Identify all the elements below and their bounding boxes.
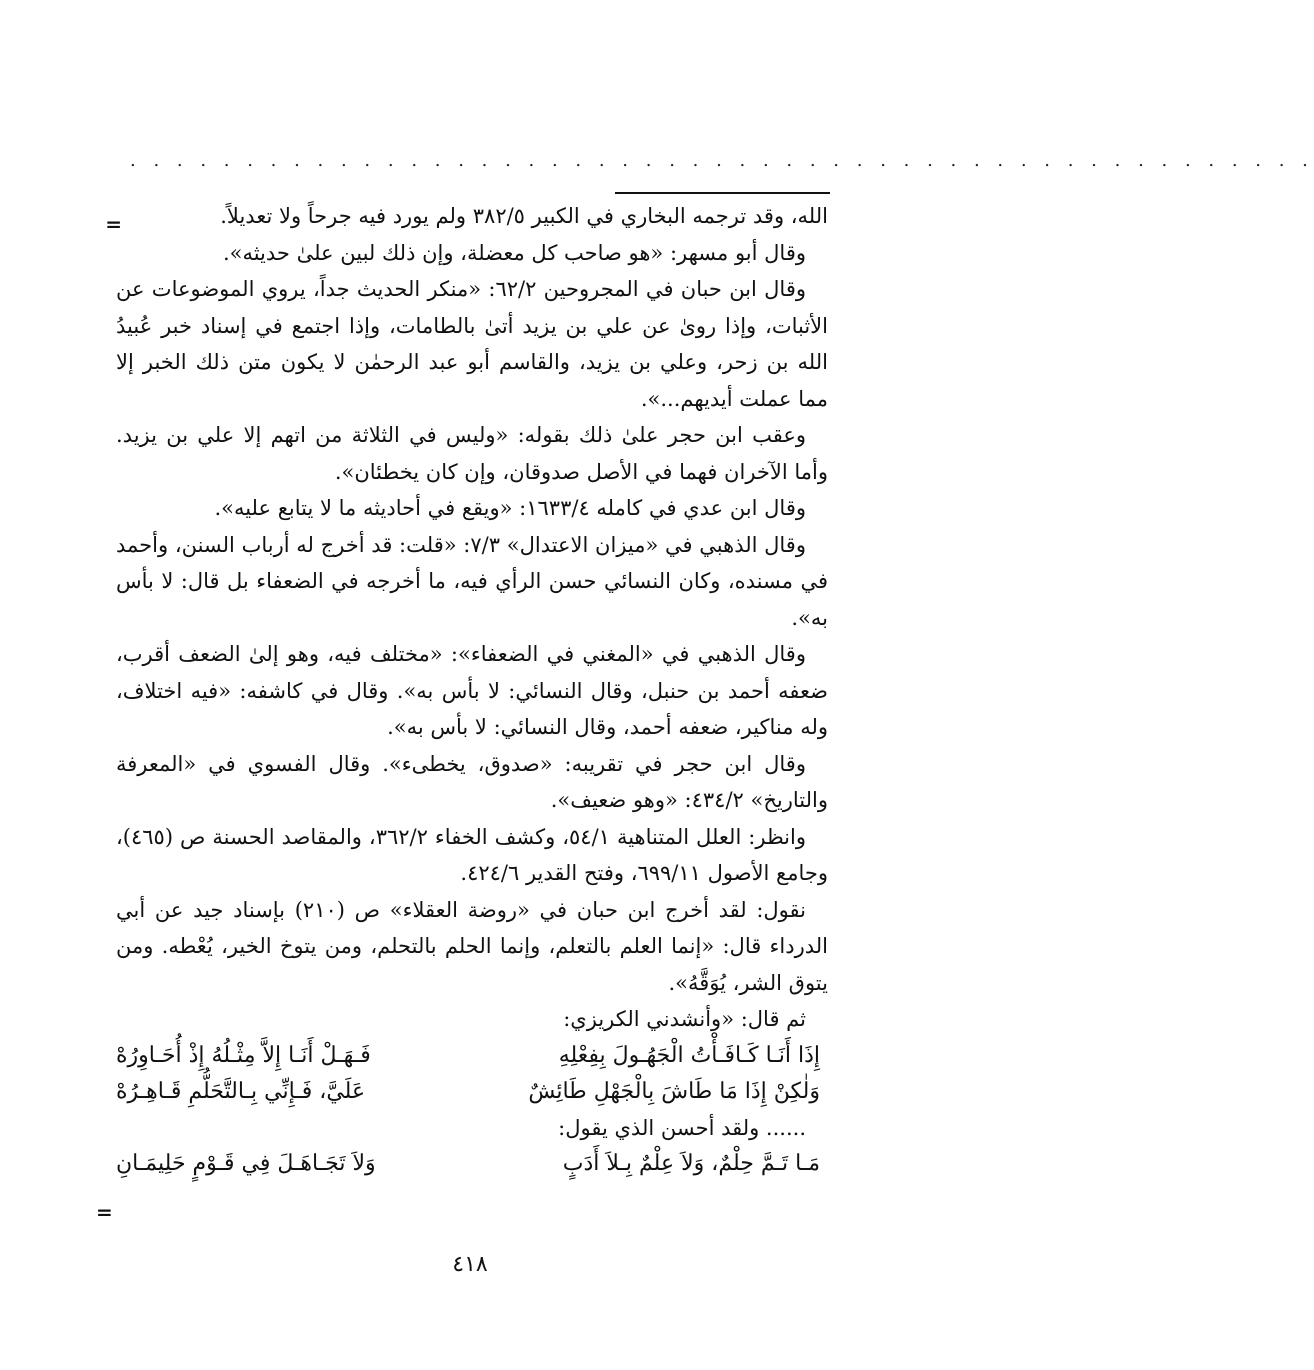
verse-line xyxy=(116,1146,820,1182)
paragraph: وقال ابن حجر في تقريبه: «صدوق، يخطىء». وقال الفسوي في «المعرفة والتاريخ» ٤٣٤/٢: «وهو ضعيف». xyxy=(116,751,828,812)
paragraph: ثم قال: «وأنشدني الكريزي: xyxy=(563,1007,806,1031)
verse-hemistich: فَـهَـلْ أَنَـا إِلاَّ مِثْـلُهُ إِذْ أُحَـاوِرُهْ xyxy=(116,1042,371,1068)
paragraph: وقال أبو مسهر: «هو صاحب كل معضلة، وإن ذلك لبين علىٰ حديثه». xyxy=(222,240,806,265)
paragraph: وقال الذهبي في «ميزان الاعتدال» ٧/٣: «قلت: قد أخرج له أرباب السنن، وأحمد في مسنده، وكان النسائي حسن الرأي فيه، ما أخرجه في الضعفاء بل قال: لا بأس به». xyxy=(116,532,828,630)
paragraph: وقال ابن عدي في كامله ١٦٣٣/٤: «ويقع في أحاديثه ما لا يتابع عليه». xyxy=(214,496,806,520)
separator-dots: . . . . . . . . . . . . . . . . . . . . . . . . . . . . . . . . . . . . . . . . . . . . . . . . . . . xyxy=(130,150,1314,171)
paragraph: نقول: لقد أخرج ابن حبان في «روضة العقلاء» ص (٢١٠) بإسناد جيد عن أبي الدرداء قال: «إنما العلم بالتعلم، وإنما الحلم بالتحلم، ومن يتوخ الخير، يُعْطه. ومن يتوق الشر، يُوَقَّهُ». xyxy=(116,897,828,995)
verse-line xyxy=(116,1074,820,1110)
verse-line xyxy=(116,1038,820,1074)
paragraph: وعقب ابن حجر علىٰ ذلك بقوله: «وليس في الثلاثة من اتهم إلا علي بن يزيد. وأما الآخران فهما في الأصل صدوقان، وإن كان يخطئان». xyxy=(116,423,828,484)
verse-hemistich: إِذَا أَنَـا كَـافَـأْتُ الْجَهُـولَ بِفِعْلِهِ xyxy=(558,1042,820,1068)
poem xyxy=(116,1038,828,1110)
footnote-text xyxy=(116,198,828,1182)
verse-hemistich: عَلَيَّ، فَـإِنِّي بِـالتَّحَلُّمِ قَـاهِـرُهْ xyxy=(116,1078,366,1104)
verse-hemistich: وَلاَ تَجَـاهَـلَ فِي قَـوْمٍ حَلِيمَـانِ xyxy=(116,1151,376,1176)
continuation-mark-bottom: = xyxy=(96,1200,113,1224)
paragraph: وانظر: العلل المتناهية ٥٤/١، وكشف الخفاء ٣٦٢/٢، والمقاصد الحسنة ص (٤٦٥)، وجامع الأصول ٦٩٩/١١، وفتح القدير ٤٢٤/٦. xyxy=(116,824,828,885)
verse-hemistich: وَلٰكِنْ إِذَا مَا طَاشَ بِالْجَهْلِ طَائِشٌ xyxy=(528,1078,820,1104)
continuation-mark-top: = xyxy=(105,212,122,236)
paragraph: الله، وقد ترجمه البخاري في الكبير ٣٨٢/٥ ولم يورد فيه جرحاً ولا تعديلاً. xyxy=(220,204,828,228)
verse-hemistich: مَـا تَـمَّ حِلْمٌ، وَلاَ عِلْمٌ بِـلاَ أَدَبٍ xyxy=(562,1151,820,1176)
footnote-rule xyxy=(615,192,830,194)
paragraph: وقال الذهبي في «المغني في الضعفاء»: «مختلف فيه، وهو إلىٰ الضعف أقرب، ضعفه أحمد بن حنبل، وقال النسائي: لا بأس به». وقال في كاشفه: «فيه اختلاف، وله مناكير، ضعفه أحمد، وقال النسائي: لا بأس به». xyxy=(116,642,828,739)
paragraph: ...... ولقد أحسن الذي يقول: xyxy=(558,1115,806,1140)
paragraph: وقال ابن حبان في المجروحين ٦٢/٢: «منكر الحديث جداً، يروي الموضوعات عن الأثبات، وإذا روىٰ عن علي بن يزيد أتىٰ بالطامات، وإذا اجتمع في إسناد خبر عُبيدُ الله بن زحر، وعلي بن يزيد، والقاسم أبو عبد الرحمٰن لا يكون متن ذلك الخبر إلا مما عملت أيديهم...». xyxy=(116,277,828,411)
page-number: ٤١٨ xyxy=(452,1252,488,1277)
